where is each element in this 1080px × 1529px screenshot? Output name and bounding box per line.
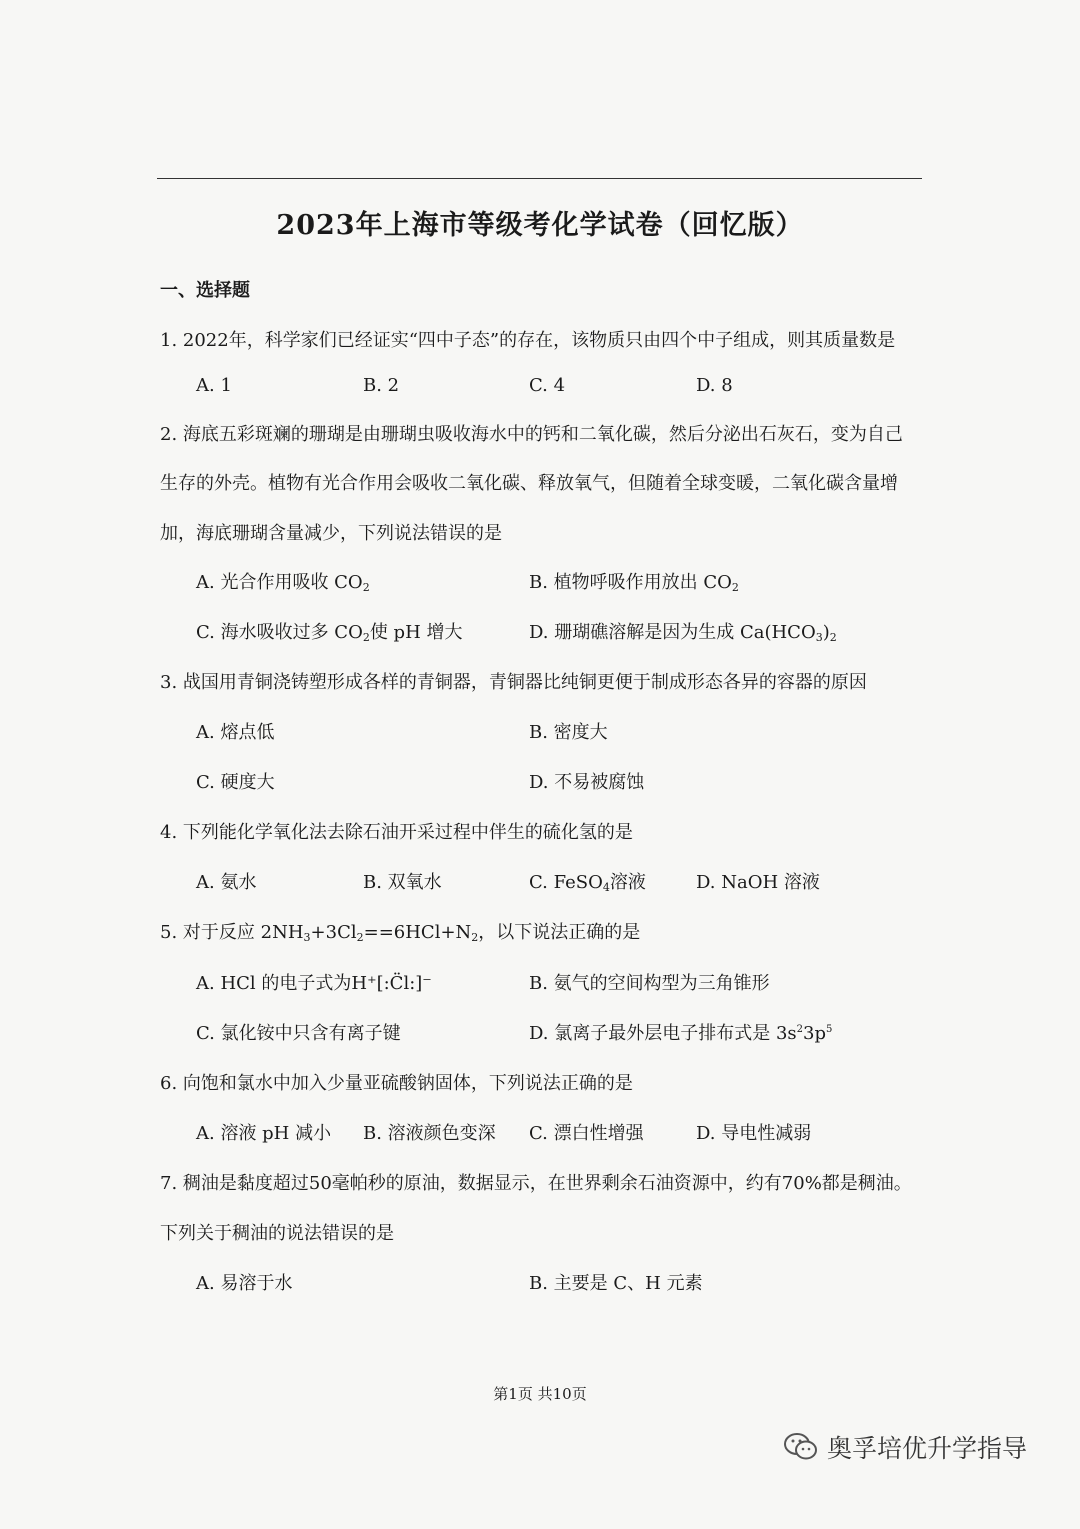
q6-option-a: A. 溶液 pH 减小 (196, 1123, 332, 1144)
q6-option-d: D. 导电性减弱 (696, 1123, 812, 1144)
electron-formula: H⁺[:C̈l:]⁻ (351, 973, 432, 994)
q4-option-c: C. FeSO$_4$溶液 (529, 872, 646, 894)
q2-option-a: A. 光合作用吸收 $CO_2$ (196, 572, 370, 594)
q1-option-a: A. 1 (196, 375, 232, 396)
question-6: 6. 向饱和氯水中加入少量亚硫酸钠固体，下列说法正确的是 (160, 1073, 633, 1094)
q1-option-d: D. 8 (696, 375, 733, 396)
q3-option-c: C. 硬度大 (196, 772, 275, 793)
page-footer: 第1页 共10页 (493, 1385, 587, 1403)
q6-option-c: C. 漂白性增强 (529, 1123, 644, 1144)
question-3: 3. 战国用青铜浇铸塑形成各样的青铜器，青铜器比纯铜更便于制成形态各异的容器的原因 (160, 672, 867, 693)
q5-option-c: C. 氯化铵中只含有离子键 (196, 1023, 401, 1044)
header-rule (157, 178, 922, 179)
q1-option-b: B. 2 (363, 375, 400, 396)
q3-option-d: D. 不易被腐蚀 (529, 772, 645, 793)
wechat-icon (783, 1432, 819, 1462)
q4-option-a: A. 氨水 (196, 872, 257, 893)
q3-option-b: B. 密度大 (529, 722, 608, 743)
q6-option-b: B. 溶液颜色变深 (363, 1123, 496, 1144)
exam-title: 2023年上海市等级考化学试卷（回忆版） (276, 210, 804, 241)
question-5: 5. 对于反应 $2NH_3+3Cl_2==6HCl+N_2$，以下说法正确的是 (160, 922, 641, 944)
q3-option-a: A. 熔点低 (196, 722, 275, 743)
q4-option-d: D. NaOH 溶液 (696, 872, 820, 893)
question-2-line-3: 加，海底珊瑚含量减少，下列说法错误的是 (160, 523, 502, 544)
question-7-line-2: 下列关于稠油的说法错误的是 (160, 1223, 394, 1244)
q1-option-c: C. 4 (529, 375, 566, 396)
q5-option-a: A. HCl 的电子式为H⁺[:C̈l:]⁻ (196, 973, 432, 994)
q5-option-b: B. 氨气的空间构型为三角锥形 (529, 973, 770, 994)
question-2-line-1: 2. 海底五彩斑斓的珊瑚是由珊瑚虫吸收海水中的钙和二氧化碳，然后分泌出石灰石，变为自己 (160, 424, 903, 445)
question-4: 4. 下列能化学氧化法去除石油开采过程中伴生的硫化氢的是 (160, 822, 633, 843)
section-heading: 一、选择题 (160, 280, 250, 301)
q7-option-b: B. 主要是 C、H 元素 (529, 1273, 703, 1294)
q4-option-b: B. 双氧水 (363, 872, 442, 893)
q5-option-d: D. 氯离子最外层电子排布式是 $3s^23p^5$ (529, 1023, 833, 1044)
q2-option-d: D. 珊瑚礁溶解是因为生成 $Ca(HCO_3)_2$ (529, 622, 837, 644)
q2-option-c: C. 海水吸收过多 $CO_2$使 pH 增大 (196, 622, 463, 644)
watermark (783, 1427, 1027, 1467)
q7-option-a: A. 易溶于水 (196, 1273, 293, 1294)
question-7-line-1: 7. 稠油是黏度超过50毫帕秒的原油，数据显示，在世界剩余石油资源中，约有70%都是稠油。 (160, 1173, 912, 1194)
question-1: 1. 2022年，科学家们已经证实“四中子态”的存在，该物质只由四个中子组成，则其质量数是 (160, 330, 896, 351)
q2-option-b: B. 植物呼吸作用放出 $CO_2$ (529, 572, 739, 594)
question-2-line-2: 生存的外壳。植物有光合作用会吸收二氧化碳、释放氧气，但随着全球变暖，二氧化碳含量增 (160, 473, 898, 494)
watermark-text: 奥孚培优升学指导 (827, 1434, 1028, 1463)
